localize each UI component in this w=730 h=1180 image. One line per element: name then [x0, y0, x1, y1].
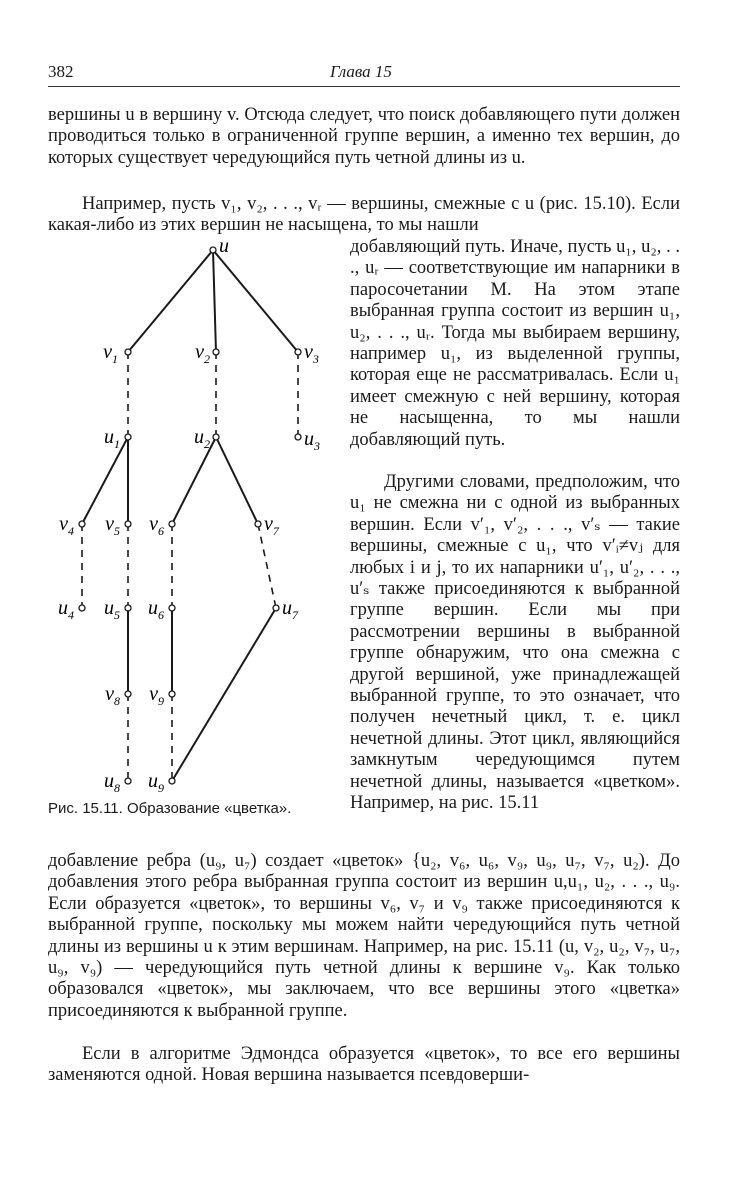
edge-u1-v4 [82, 437, 128, 524]
vertex-v5 [125, 521, 131, 527]
figure-caption: Рис. 15.11. Образование «цветка». [48, 800, 292, 817]
edge-u-v2 [213, 250, 216, 352]
vertex-label-v2: $v_2$ [195, 341, 210, 366]
vertex-label-u9: $u_9$ [148, 770, 164, 795]
running-header: Глава 15 [330, 62, 392, 81]
vertex-u7 [273, 605, 279, 611]
vertex-label-v4: $v_4$ [59, 513, 74, 538]
vertex-label-v9: $v_9$ [149, 683, 164, 708]
vertex-label-v8: $v_8$ [105, 683, 120, 708]
vertex-label-u1: $u_1$ [104, 426, 120, 451]
vertex-label-v5: $v_5$ [105, 513, 120, 538]
edge-u9-u7 [172, 608, 276, 781]
vertex-v8 [125, 691, 131, 697]
paragraph-3-continued: добавление ребра (u₉, u₇) создает «цветок» {u₂, v₆, u₆, v₉, u₉, u₇, v₇, u₂). До добавления этого ребра выбранная группа состоит из вершин u,u₁, u₂, . . ., u₉. Если образуется «цветок», то вершины v₆, v₇ и v₉ также присоединяются к выбранной группе, поскольку мы можем найти чередующийся путь четной длины из вершины u к этим вершинам. Например, на рис. 15.11 (u, v₂, u₂, v₇, u₇, u₉, v₉) — чередующийся путь четной длины к вершине v₉. Как только образовался «цветок», мы заключаем, что все вершины этого «цветка» присоединяются к выбранной группе. [48, 851, 680, 1021]
vertex-label-u3: $u_3$ [304, 428, 320, 453]
page-number: 382 [48, 62, 74, 81]
vertex-label-u7: $u_7$ [282, 597, 298, 622]
vertex-v9 [169, 691, 175, 697]
paragraph-4: Если в алгоритме Эдмондса образуется «цветок», то все его вершины заменяются одной. Новая вершина называется псевдоверши- [48, 1044, 680, 1086]
vertex-label-v3: $v_3$ [304, 341, 319, 366]
header-rule [48, 86, 680, 87]
edge-u2-v7 [216, 437, 258, 524]
vertex-label-u6: $u_6$ [148, 597, 164, 622]
vertex-u [210, 247, 216, 253]
vertex-u2 [213, 434, 219, 440]
vertex-label-u: u [219, 236, 229, 257]
paragraph-2-continued: добавляющий путь. Иначе, пусть u₁, u₂, . . ., uᵣ — соответствующие им напарники в паросочетании M. На этом этапе выбранная группа состоит из вершин u₁, u₂, . . ., uᵣ. Тогда мы выбираем вершину, например u₁, из выделенной группы, которая еще не рассматривалась. Если u₁ имеет смежную с ней вершину, которая не насыщенна, то мы нашли добавляющий путь. [350, 237, 680, 450]
edge-u-v1 [128, 250, 213, 352]
vertex-v3 [295, 349, 301, 355]
edge-u-v3 [213, 250, 298, 352]
vertex-label-u5: $u_5$ [104, 597, 120, 622]
paragraph-2: Например, пусть v₁, v₂, . . ., vᵣ — вершины, смежные с u (рис. 15.10). Если какая-либо из этих вершин не насыщена, то мы нашли [48, 194, 680, 236]
vertex-u1 [125, 434, 131, 440]
vertex-v7 [255, 521, 261, 527]
vertex-label-v1: $v_1$ [103, 341, 118, 366]
blossom-figure [40, 236, 340, 796]
vertex-v2 [213, 349, 219, 355]
vertex-u8 [125, 778, 131, 784]
vertex-v6 [169, 521, 175, 527]
vertex-label-u4: $u_4$ [58, 597, 74, 622]
vertex-label-u2: $u_2$ [194, 426, 210, 451]
vertex-u6 [169, 605, 175, 611]
vertex-v4 [79, 521, 85, 527]
vertex-label-v6: $v_6$ [149, 513, 164, 538]
paragraph-3: Другими словами, предположим, что u₁ не смежна ни с одной из выбранных вершин. Если v′₁, v′₂, . . ., v′ₛ — такие вершины, смежные с u₁, что v′ᵢ≠vⱼ для любых i и j, то их напарники u′₁, u′₂, . . ., u′ₛ также присоединяются к выбранной группе вершин. Если мы при рассмотрении вершины в выбранной группе обнаружим, что она смежна с другой вершиной, уже принадлежащей выбранной группе, то это означает, что получен нечетный цикл, т. е. цикл нечетной длины. Этот цикл, являющийся замкнутым чередующимся путем нечетной длины, называется «цветком». Например, на рис. 15.11 [350, 472, 680, 814]
vertex-u5 [125, 605, 131, 611]
vertex-u3 [295, 434, 301, 440]
vertex-label-u8: $u_8$ [104, 770, 120, 795]
vertex-label-v7: $v_7$ [264, 513, 279, 538]
vertex-u4 [79, 605, 85, 611]
vertex-v1 [125, 349, 131, 355]
paragraph-1: вершины u в вершину v. Отсюда следует, что поиск добавляющего пути должен проводиться только в ограниченной группе вершин, а именно тех вершин, до которых существует чередующийся путь четной длины из u. [48, 105, 680, 168]
vertex-u9 [169, 778, 175, 784]
